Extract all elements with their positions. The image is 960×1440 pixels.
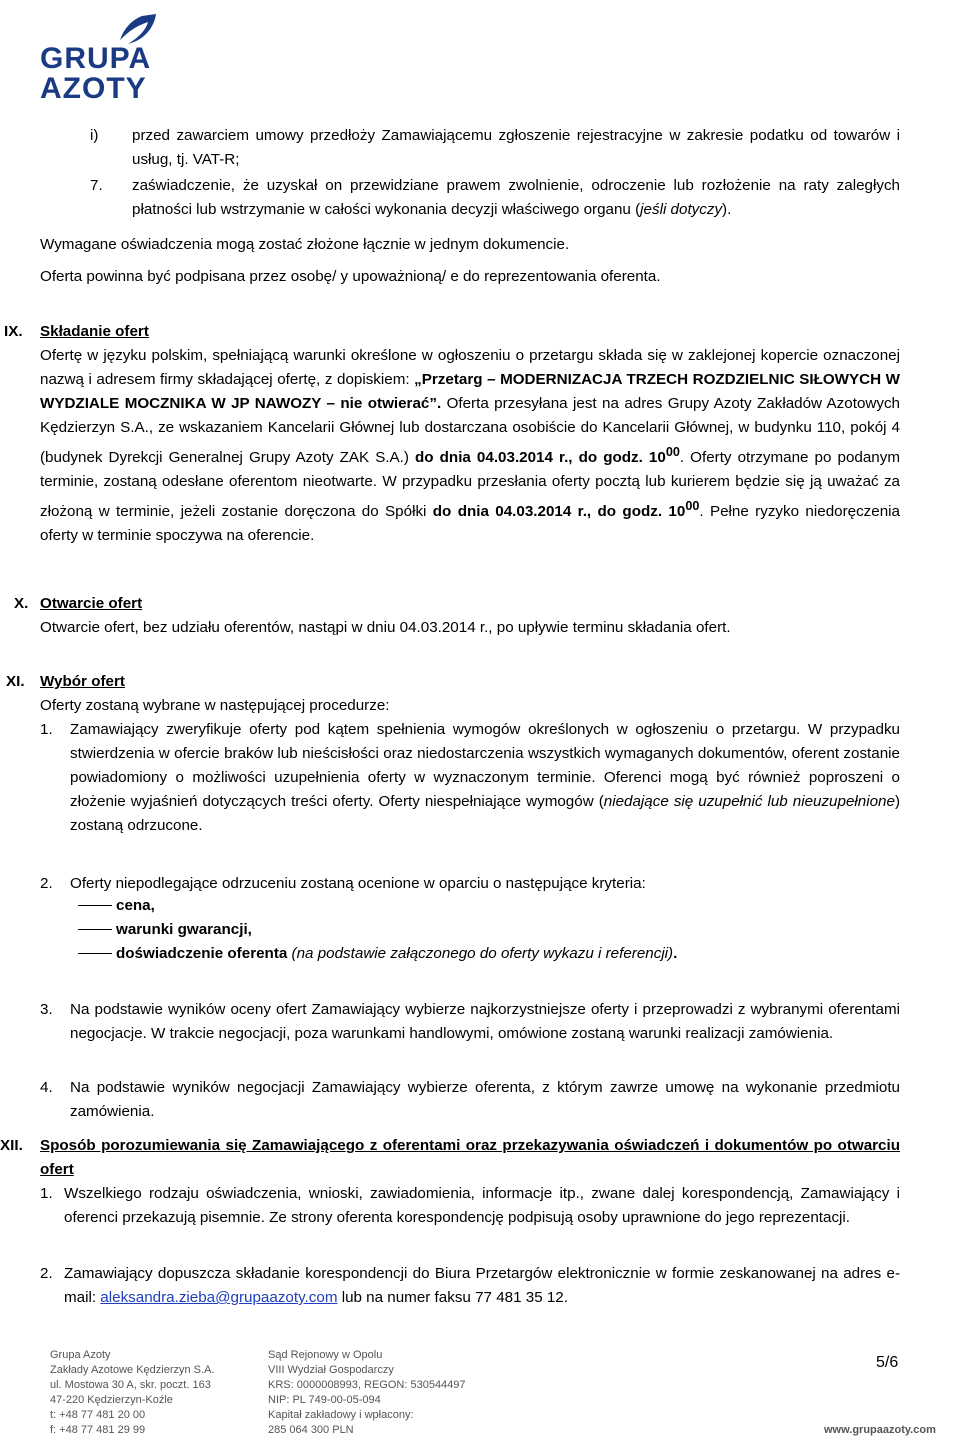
xii-item-2-marker: 2. bbox=[40, 1265, 53, 1282]
xi-item-2-marker: 2. bbox=[40, 875, 53, 892]
xii-item-1-marker: 1. bbox=[40, 1185, 53, 1202]
xi-item-1-marker: 1. bbox=[40, 721, 53, 738]
section-xii-title: Sposób porozumiewania się Zamawiającego z oferentami oraz przekazywania oświadczeń i dokumentów po otwarciu ofert bbox=[40, 1137, 900, 1178]
criterion-price: cena, bbox=[78, 894, 155, 918]
criterion-experience: doświadczenie oferenta (na podstawie załączonego do oferty wykazu i referencji). bbox=[78, 942, 900, 966]
logo-line2: AZOTY bbox=[40, 72, 147, 102]
logo-swoosh-icon bbox=[120, 14, 156, 44]
section-x-number: X. bbox=[14, 595, 29, 612]
item-7-text: zaświadczenie, że uzyskał on przewidziane prawem zwolnienie, odroczenie lub rozłożenie na raty zaległych płatności lub wstrzymanie w całości wykonania decyzji właściwego organu (jeśli dotyczy). bbox=[132, 177, 900, 218]
dash-icon bbox=[78, 905, 112, 906]
email-link[interactable]: aleksandra.zieba@grupaazoty.com bbox=[100, 1289, 338, 1306]
dash-icon bbox=[78, 929, 112, 930]
section-ix-title: Składanie ofert bbox=[40, 323, 149, 340]
statement-1: Wymagane oświadczenia mogą zostać złożone łącznie w jednym dokumencie. bbox=[40, 236, 570, 253]
section-xii-number: XII. bbox=[0, 1137, 23, 1154]
statement-2: Oferta powinna być podpisana przez osobę/ y upoważnioną/ e do reprezentowania oferenta. bbox=[40, 268, 661, 285]
xi-item-1-text: Zamawiający zweryfikuje oferty pod kątem spełnienia wymogów określonych w ogłoszeniu o przetargu. W przypadku stwierdzenia w ofercie braków lub nieścisłości oraz niedostarczenia wszystkich wymaganych dokumentów, oferent zostanie powiadomiony o możliwości uzupełnienia oferty w wyznaczonym terminie. Oferenci mogą być również poproszeni o złożenie wyjaśnień dotyczących treści oferty. Oferty niespełniające wymogów (niedające się uzupełnić lub nieuzupełnione) zostaną odrzucone. bbox=[70, 721, 900, 834]
dash-icon bbox=[78, 953, 112, 954]
item-marker-7: 7. bbox=[90, 177, 103, 194]
section-xi-number: XI. bbox=[6, 673, 25, 690]
item-marker-i: i) bbox=[90, 127, 99, 144]
section-ix-body: Ofertę w języku polskim, spełniającą warunki określone w ogłoszeniu o przetargu składa się w zaklejonej kopercie oznaczonej nazwą i adresem firmy składającej ofertę, z dopiskiem: „Przetarg – MODERNIZACJA TRZECH ROZDZIELNIC SIŁOWYCH W WYDZIALE MOCZNIKA W JP NAWOZY – nie otwierać”. Oferta przesyłana jest na adres Grupy Azoty Zakładów Azotowych Kędzierzyn S.A., ze wskazaniem Kancelarii Głównej lub dostarczana osobiście do Kancelarii Głównej, w budynku 110, pokój 4 (budynek Dyrekcji Generalnej Grupy Azoty ZAK S.A.) do dnia 04.03.2014 r., do godz. $10^{00}$. Oferty otrzymane po podanym terminie, zostaną odesłane oferentom nieotwarte. W przypadku przesłania oferty pocztą lub kurierem będzie się ją uważać za złożoną w terminie, jeżeli zostanie doręczona do Spółki do dnia 04.03.2014 r., do godz. $10^{00}$. Pełne ryzyko niedoręczenia oferty w terminie spoczywa na oferencie. bbox=[40, 347, 900, 545]
xii-item-1-text: Wszelkiego rodzaju oświadczenia, wnioski, zawiadomienia, informacje itp., zwane dalej korespondencją, Zamawiający i oferenci przekazują pisemnie. Ze strony oferenta korespondencję podpisują osoby uprawnione do jego reprezentacji. bbox=[64, 1185, 900, 1226]
grupa-azoty-logo bbox=[38, 10, 198, 102]
section-xi-title: Wybór ofert bbox=[40, 673, 125, 690]
section-x-title: Otwarcie ofert bbox=[40, 595, 143, 612]
xi-item-4-text: Na podstawie wyników negocjacji Zamawiający wybierze oferenta, z którym zawrze umowę na wykonanie przedmiotu zamówienia. bbox=[70, 1079, 900, 1120]
xi-item-3-marker: 3. bbox=[40, 1001, 53, 1018]
section-xi-intro: Oferty zostaną wybrane w następującej procedurze: bbox=[40, 697, 390, 714]
criterion-warranty: warunki gwarancji, bbox=[78, 918, 252, 942]
section-ix-number: IX. bbox=[4, 323, 23, 340]
xi-item-2-text: Oferty niepodlegające odrzuceniu zostaną ocenione w oparciu o następujące kryteria: bbox=[70, 875, 646, 892]
logo-line1: GRUPA bbox=[40, 42, 152, 75]
page-number: 5/6 bbox=[876, 1354, 899, 1371]
section-x-body: Otwarcie ofert, bez udziału oferentów, nastąpi w dniu 04.03.2014 r., po upływie terminu składania ofert. bbox=[40, 619, 731, 636]
item-i-text: przed zawarciem umowy przedłoży Zamawiającemu zgłoszenie rejestracyjne w zakresie podatku od towarów i usług, tj. VAT-R; bbox=[132, 127, 900, 168]
footer-website: www.grupaazoty.com bbox=[824, 1424, 936, 1436]
footer-registry-info: Sąd Rejonowy w Opolu VIII Wydział Gospodarczy KRS: 0000008993, REGON: 530544497 NIP: PL 749-00-05-094 Kapitał zakładowy i wpłacony: 285 064 300 PLN bbox=[268, 1349, 466, 1436]
footer bbox=[0, 1344, 960, 1440]
xi-item-4-marker: 4. bbox=[40, 1079, 53, 1096]
footer-company-info: Grupa Azoty Zakłady Azotowe Kędzierzyn S.A. ul. Mostowa 30 A, skr. poczt. 163 47-220 Kędzierzyn-Koźle t: +48 77 481 20 00 f: +48 77 481 29 99 bbox=[50, 1349, 215, 1436]
xii-item-2-text: Zamawiający dopuszcza składanie korespondencji do Biura Przetargów elektronicznie w formie zeskanowanej na adres e-mail: aleksandra.zieba@grupaazoty.com lub na numer faksu 77 481 35 12. bbox=[64, 1265, 900, 1306]
xi-item-3-text: Na podstawie wyników oceny ofert Zamawiający wybierze najkorzystniejsze oferty i przeprowadzi z wybranymi oferentami negocjacje. W trakcie negocjacji, poza warunkami handlowymi, omówione zostaną warunki realizacji zamówienia. bbox=[70, 1001, 900, 1042]
